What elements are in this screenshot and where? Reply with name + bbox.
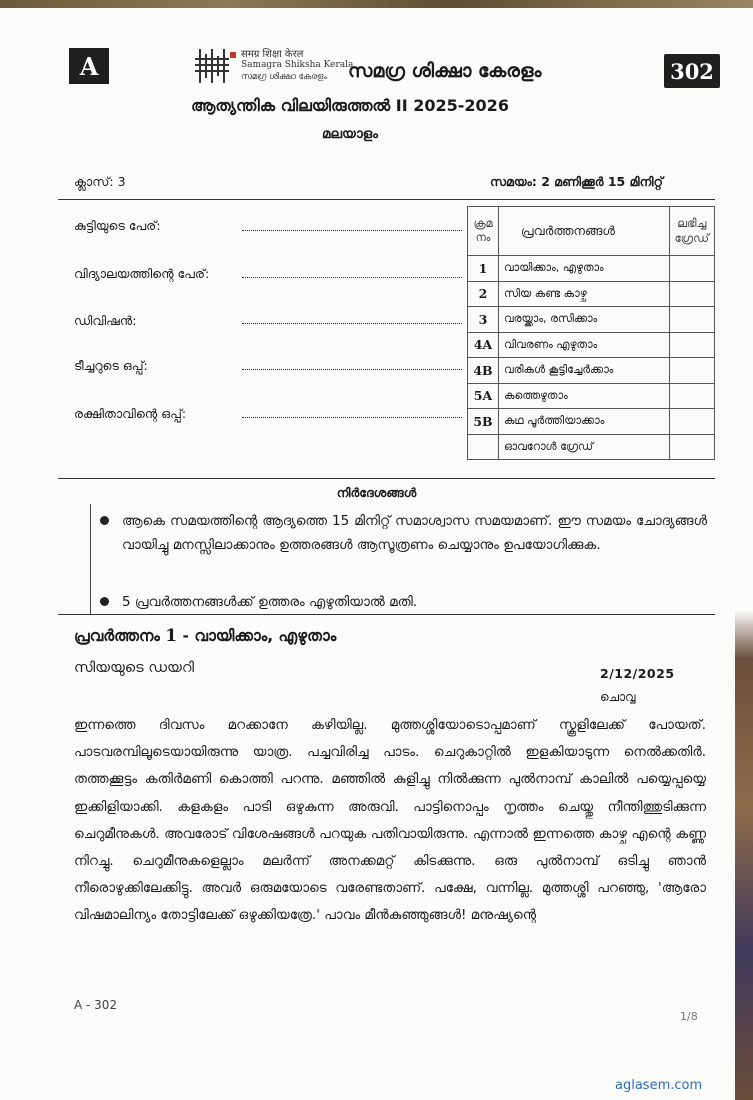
photo-edge-top [0,0,753,8]
field-label-division: ഡിവിഷൻ: [74,313,137,328]
organization-name: സമഗ്ര ശിക്ഷാ കേരളം [348,60,542,82]
grade-cell [669,256,714,282]
activity-number: 1 [165,626,178,646]
row-number: 4B [468,358,499,384]
bullet-icon [100,597,109,606]
logo-text-hindi: समग्र शिक्षा केरल [241,49,304,60]
field-line-student-name [242,230,462,231]
class-label: ക്ലാസ്: 3 [74,174,126,189]
grade-cell [669,434,714,460]
instructions-title: നിർദേശങ്ങൾ [336,485,417,500]
table-row [468,307,715,333]
field-label-teacher-signature: ടീച്ചറുടെ ഒപ്പ്: [74,358,148,373]
row-number: 2 [468,281,499,307]
instruction-item: 5 പ്രവർത്തനങ്ങൾക്ക് ഉത്തരം എഴുതിയാൽ മതി. [122,594,418,610]
photo-edge-right [735,610,753,1100]
exam-title: ആത്യന്തിക വിലയിരുത്തൽ II 2025-2026 [191,96,509,115]
row-number: 5A [468,383,499,409]
activity-name: - വായിക്കാം, എഴുതാം [182,627,337,645]
field-line-teacher-signature [242,369,462,370]
instruction-item: ആകെ സമയത്തിന്റെ ആദ്യത്തെ 15 മിനിറ്റ് സമാശ്വാസ സമയമാണ്. ഈ സമയം ചോദ്യങ്ങൾ വായിച്ചു മനസ്സിലാക്കാനും ഉത്തരങ്ങൾ ആസൂത്രണം ചെയ്യാനും ഉപയോഗിക്കുക. [122,513,707,553]
divider-activity [58,614,715,615]
field-line-school-name [242,277,462,278]
table-row [468,256,715,282]
footer-paper-code: A - 302 [74,998,118,1012]
paper-set-badge: A [69,48,109,84]
diary-day: ചൊവ്വ [600,690,636,704]
field-line-division [242,323,462,324]
row-number [468,434,499,460]
row-number: 3 [468,307,499,333]
logo-mark-icon [195,46,239,86]
row-activity: വിവരണം എഴുതാം [499,332,670,358]
subject-title: മലയാളം [322,126,378,142]
footer-page-number: 1/8 [680,1010,698,1023]
story-title: സിയയുടെ ഡയറി [74,660,194,676]
row-number: 1 [468,256,499,282]
table-row [468,409,715,435]
paper-code-badge: 302 [664,54,720,88]
row-activity: വരയ്ക്കാം, രസിക്കാം [499,307,670,333]
divider-instructions [58,478,715,479]
field-label-parent-signature: രക്ഷിതാവിന്റെ ഒപ്പ്: [74,406,187,421]
time-label: സമയം: 2 മണിക്കൂർ 15 മിനിറ്റ് [490,174,663,189]
activity-1-title [74,626,336,646]
grade-cell [669,383,714,409]
row-activity: ഓവറോൾ ഗ്രേഡ് [499,434,670,460]
row-activity: കത്തെഴുതാം [499,383,670,409]
watermark: aglasem.com [615,1078,703,1093]
diary-paragraph: ഇന്നത്തെ ദിവസം മറക്കാനേ കഴിയില്ല. മുത്തശ്ശിയോടൊപ്പമാണ് സ്കൂളിലേക്ക് പോയത്. പാടവരമ്പിലൂടെയായിരുന്നു യാത്ര. പച്ചവിരിച്ച പാടം. ചെറുകാറ്റിൽ ഇളകിയാടുന്ന നെൽക്കതിർ. തത്തക്കൂട്ടം കതിർമണി കൊത്തി പറന്നു. മഞ്ഞിൽ കുളിച്ചു നിൽക്കുന്ന പുൽനാമ്പ് കാലിൽ പയ്യെപ്പയ്യെ ഇക്കിളിയാക്കി. കളകളം പാടി ഒഴുകുന്ന അരുവി. പാട്ടിനൊപ്പം നൃത്തം ചെയ്തു നീന്തിത്തുടിക്കുന്ന ചെറുമീനുകൾ. അവരോട് വിശേഷങ്ങൾ പറയുക പതിവായിരുന്നു. എന്നാൽ ഇന്നത്തെ കാഴ്ച എന്റെ കണ്ണു നിറച്ചു. ചെറുമീനുകളെല്ലാം മലർന്ന് അനക്കമറ്റ് കിടക്കുന്നു. ഒരു പുൽനാമ്പ് ഒടിച്ചു ഞാൻ നീരൊഴുക്കിലേക്കിട്ടു. അവർ ഒരുമയോടെ വരേണ്ടതാണ്. പക്ഷേ, വന്നില്ല. മുത്തശ്ശി പറഞ്ഞു, 'ആരോ വിഷമാലിന്യം തോട്ടിലേക്ക് ഒഴുക്കിയത്രേ.' പാവം മീൻകുഞ്ഞുങ്ങൾ! മനുഷ്യന്റെ [74,717,706,924]
table-row [468,358,715,384]
grade-cell [669,358,714,384]
row-activity: സിയ കണ്ട കാഴ്ച [499,281,670,307]
field-label-school-name: വിദ്യാലയത്തിന്റെ പേര്: [74,266,210,281]
table-row [468,332,715,358]
header-grade: ലഭിച്ച ഗ്രേഡ് [669,207,714,256]
grade-cell [669,332,714,358]
instructions-rule [90,504,91,614]
table-row [468,281,715,307]
field-line-parent-signature [242,417,462,418]
diary-date: 2/12/2025 [600,666,675,681]
logo-text-malayalam: സമഗ്ര ശിക്ഷാ കേരളം [241,72,328,82]
row-number: 5B [468,409,499,435]
bullet-icon [100,516,109,525]
row-activity: കഥ പൂർത്തിയാക്കാം [499,409,670,435]
activity-prefix: പ്രവർത്തനം [74,627,160,645]
grade-cell [669,307,714,333]
header-activities: പ്രവർത്തനങ്ങൾ [499,207,670,256]
row-activity: വരികൾ കൂട്ടിച്ചേർക്കാം [499,358,670,384]
row-number: 4A [468,332,499,358]
divider-top [58,199,715,200]
grade-table [467,206,715,460]
table-row [468,383,715,409]
field-label-student-name: കുട്ടിയുടെ പേര്: [74,218,161,233]
logo-text-english: Samagra Shiksha Kerala [241,60,354,70]
table-row [468,434,715,460]
grade-table-header [468,207,715,256]
row-activity: വായിക്കാം, എഴുതാം [499,256,670,282]
grade-cell [669,409,714,435]
samagra-shiksha-logo [195,44,354,88]
header-serial: ക്രമ നം [468,207,499,256]
grade-cell [669,281,714,307]
